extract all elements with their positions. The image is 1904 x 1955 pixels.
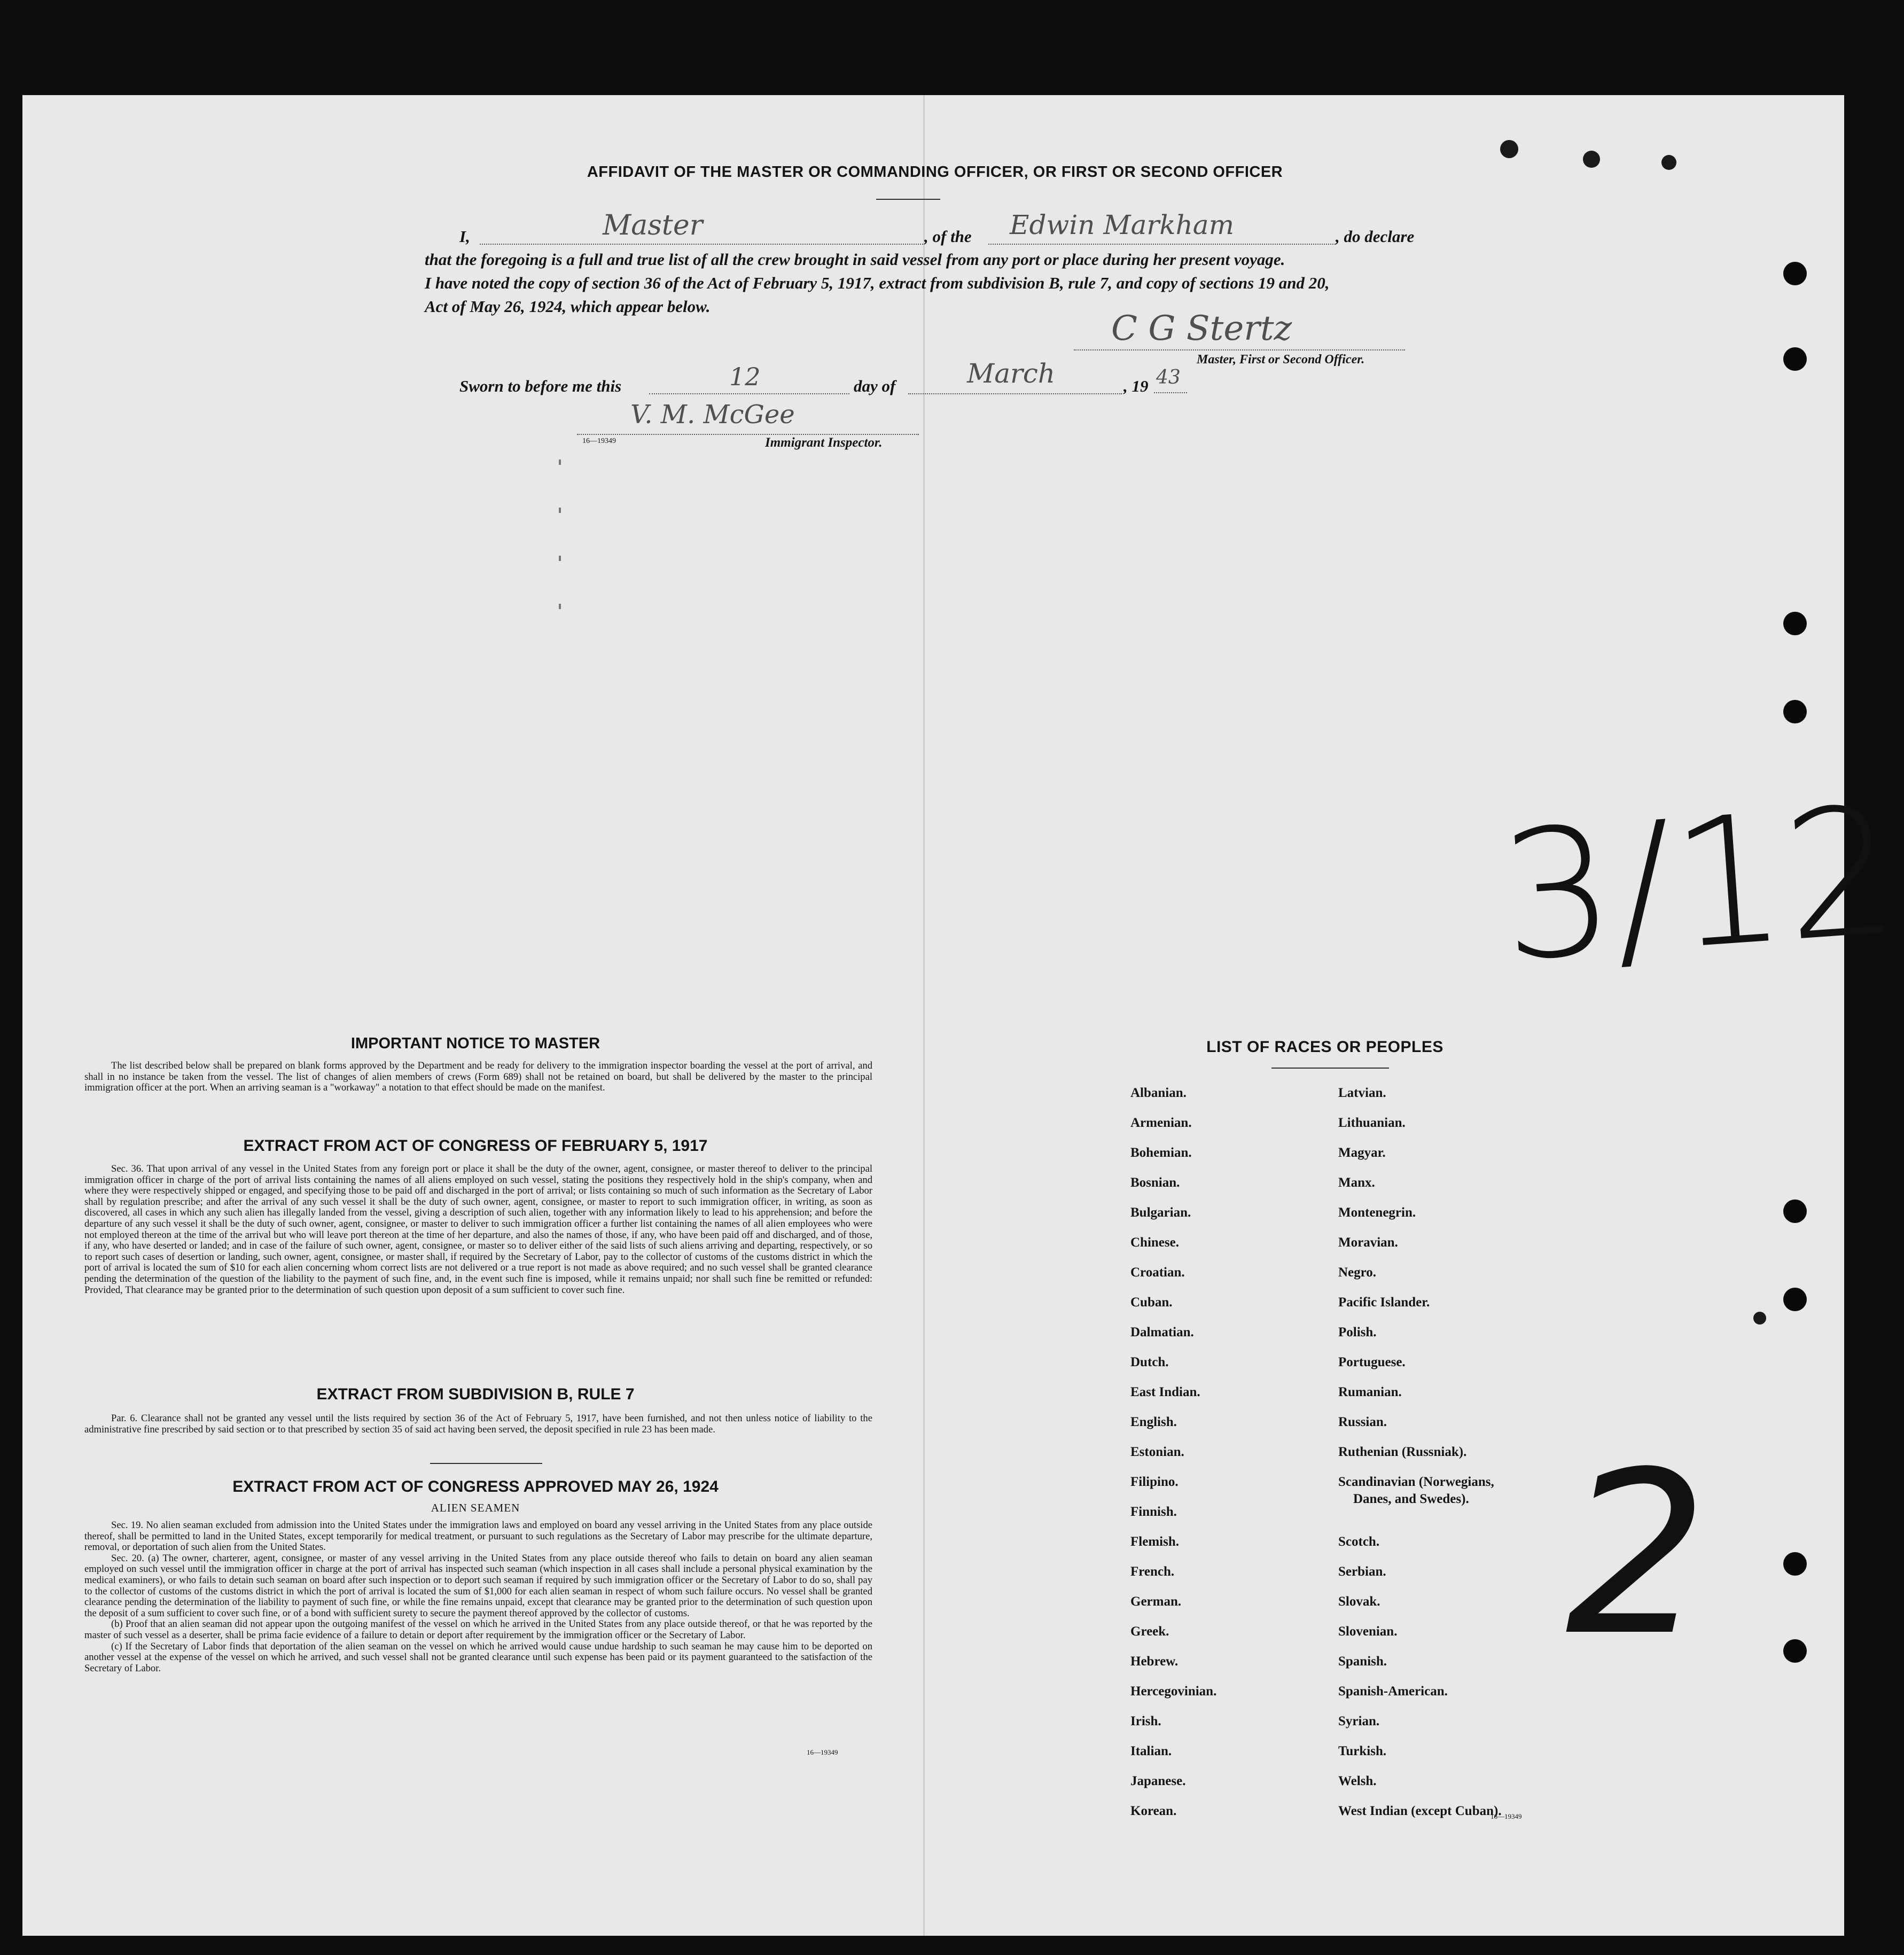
notice-text: The list described below shall be prepared on blank forms approved by the Department and be ready for delivery to the immigration inspector boarding the vessel at the port of arrival, and shall in no instance be taken from the vessel. The list of changes of alien members of crews (Form 689) shall not be retained on board, but shall be delivered by the master to the principal immigration officer at the port. When an arriving seaman is a "workaway" a notation to that effect should be made on the manifest.: [84, 1060, 872, 1094]
punch-hole: [1783, 612, 1807, 635]
race-item: Pacific Islander.: [1338, 1295, 1430, 1310]
punch-hole: [1783, 1200, 1807, 1223]
punch-hole: [1783, 262, 1807, 285]
signature-field: [1074, 311, 1405, 351]
race-item: Bulgarian.: [1130, 1205, 1191, 1220]
affidavit-line3: I have noted the copy of section 36 of the Act of February 5, 1917, extract from subdivision B, rule 7, and copy of sections 19 and 20,: [425, 274, 1330, 292]
sworn-label: Sworn to before me this: [459, 377, 622, 395]
race-item: Japanese.: [1130, 1774, 1186, 1788]
races-rule: [1271, 1068, 1389, 1069]
race-item: Syrian.: [1338, 1714, 1380, 1728]
races-title: LIST OF RACES OR PEOPLES: [1206, 1038, 1443, 1056]
race-item: Hebrew.: [1130, 1654, 1179, 1669]
date-annotation: 3/12: [1494, 768, 1904, 1001]
notice-body: [84, 1061, 872, 1094]
race-item: Croatian.: [1130, 1265, 1185, 1280]
race-item: German.: [1130, 1594, 1182, 1609]
form-number: 16—19349: [807, 1748, 838, 1756]
races-right-column: [1338, 1086, 1502, 1834]
race-item: Scandinavian (Norwegians,: [1338, 1475, 1494, 1489]
ink-speck: [1661, 155, 1676, 170]
sec20c-text: (c) If the Secretary of Labor finds that deportation of the alien seaman on the vessel on which he arrived would cause undue hardship to such seaman he may cause him to be deported on another vessel at the expense of the vessel on which he arrived, and such vessel shall not be granted clearance until such expense has been paid or its payment guaranteed to the satisfaction of the Secretary of Labor.: [84, 1640, 872, 1674]
sec36-text: Sec. 36. That upon arrival of any vessel in the United States from any foreign port or place it shall be the duty of the owner, agent, consignee, or master thereof to deliver to the principal immigration officer in charge of the port of arrival lists containing the names of all aliens employed on such vessel, stating the positions they respectively hold in the ship's company, when and where they were respectively shipped or engaged, and specifying those to be paid off and discharged in the port of arrival; or lists containing so much of such information as the Secretary of Labor shall by regulation prescribe; and after the arrival of any such vessel it shall be the duty of such owner, agent, consignee, or master to report to such immigration officer, in writing, as soon as discovered, all cases in which any such alien has illegally landed from the vessel, giving a description of such alien, together with any information likely to lead to his apprehension; and before the departure of any such vessel it shall be the duty of such owner, agent, consignee, or master to deliver to such immigration officer a further list containing the names of all alien employees who were not employed thereon at the time of the arrival but who will leave port thereon at the time of her departure, and also the names of those, if any, who have been paid off and discharged, and of those, if any, who have deserted or landed; and in case of the failure of such owner, agent, consignee, or master so to deliver either of the said lists of such aliens arriving and departing, respectively, or so to report such cases of desertion or landing, such owner, agent, consignee, or master shall, if required by the Secretary of Labor, pay to the collector of customs of the customs district in which the port of arrival is located the sum of $10 for each alien concerning whom correct lists are not delivered or a true report is not made as above required; and no such vessel shall be granted clearance pending the determination of the question of the liability to the payment of such fine, and, in the event such fine is imposed, while it remains unpaid; nor shall such fine be remitted or refunded: Provided, That clearance may be granted prior to the determination of such question upon deposit of a sum sufficient to cover such fine.: [84, 1163, 872, 1296]
race-item: Finnish.: [1130, 1505, 1177, 1519]
section-rule: [430, 1463, 542, 1464]
alien-seamen-subtitle: ALIEN SEAMEN: [431, 1501, 520, 1514]
punch-hole: [1783, 1639, 1807, 1663]
inspector-signature: V. M. McGee: [630, 400, 795, 430]
race-item: Serbian.: [1338, 1564, 1386, 1579]
day-field: [649, 363, 849, 394]
race-item: Armenian.: [1130, 1116, 1192, 1130]
race-item: Negro.: [1338, 1265, 1377, 1280]
affidavit-line4: Act of May 26, 1924, which appear below.: [425, 297, 711, 316]
year-prefix: , 19: [1123, 377, 1149, 395]
extract-1924-title: EXTRACT FROM ACT OF CONGRESS APPROVED MAY 26, 1924: [232, 1478, 719, 1496]
number-annotation: 2: [1565, 1424, 1708, 1685]
race-item: Spanish-American.: [1338, 1684, 1448, 1699]
notice-title: IMPORTANT NOTICE TO MASTER: [350, 1035, 600, 1052]
i-label: I,: [459, 227, 470, 246]
race-item: Italian.: [1130, 1744, 1172, 1758]
race-item: Dalmatian.: [1130, 1325, 1194, 1339]
rule7-body: [84, 1413, 872, 1435]
race-item: Russian.: [1338, 1415, 1387, 1429]
month-handwriting: March: [967, 358, 1056, 389]
year-handwriting: 43: [1156, 367, 1181, 388]
races-left-column: [1130, 1086, 1216, 1834]
of-the-label: , of the: [924, 227, 972, 246]
race-item: Latvian.: [1338, 1086, 1386, 1100]
master-signature: C G Stertz: [1111, 309, 1292, 348]
year-field: [1154, 367, 1187, 393]
ink-speck: [1583, 151, 1600, 168]
fold-marks: [559, 459, 561, 652]
signature-caption: Master, First or Second Officer.: [1197, 353, 1365, 367]
race-item: Magyar.: [1338, 1146, 1386, 1160]
race-item: Slovak.: [1338, 1594, 1380, 1609]
race-item: Ruthenian (Russniak).: [1338, 1445, 1467, 1459]
race-item: Korean.: [1130, 1804, 1177, 1818]
vessel-field: [988, 209, 1336, 245]
race-item: Flemish.: [1130, 1535, 1179, 1549]
affidavit-line2: that the foregoing is a full and true list of all the crew brought in said vessel from any port or place during her present voyage.: [425, 250, 1285, 269]
rule7-text: Par. 6. Clearance shall not be granted any vessel until the lists required by section 36 of the Act of February 5, 1917, have been furnished, and not then unless notice of liability to the administrative fine prescribed by said section or to that prescribed by section 35 of said act having been served, the deposit specified in rule 23 has been made.: [84, 1413, 872, 1435]
race-item: Portuguese.: [1338, 1355, 1406, 1369]
race-item: French.: [1130, 1564, 1175, 1579]
vessel-handwriting: Edwin Markham: [1010, 209, 1235, 240]
inspector-caption: Immigrant Inspector.: [765, 435, 883, 450]
race-item: Welsh.: [1338, 1774, 1377, 1788]
race-item: Slovenian.: [1338, 1624, 1398, 1639]
race-item: Manx.: [1338, 1175, 1375, 1190]
sec20a-text: Sec. 20. (a) The owner, charterer, agent, consignee, or master of any vessel arriving in the United States from any place outside thereof who fails to detain on board any alien seaman employed on such vessel until the immigration officer in charge at the port of arrival has inspected such seaman (which inspection in all cases shall include a personal physical examination by the medical examiners), or who fails to detain such seaman on board after such inspection or to deport such seaman if required by such immigration officer or the Secretary of Labor to do so, shall pay to the collector of customs of the customs district in which the port of arrival is located the sum of $1,000 for each alien seaman in respect of whom such failure occurs. No vessel shall be granted clearance pending the determination of the liability to payment of such fine, or while the fine remains unpaid, except that clearance may be granted prior to the determination of such question upon the deposit of a sum sufficient to cover such fine, or of a bond with sufficient surety to secure the payment thereof approved by the collector of customs.: [84, 1552, 872, 1619]
master-field: [480, 209, 923, 245]
punch-hole: [1783, 1288, 1807, 1311]
race-item: West Indian (except Cuban).: [1338, 1804, 1502, 1818]
race-item: English.: [1130, 1415, 1177, 1429]
form-number: 16—19349: [582, 437, 616, 445]
race-item: Hercegovinian.: [1130, 1684, 1217, 1699]
extract-1917-body: [84, 1164, 872, 1296]
race-item: Spanish.: [1338, 1654, 1387, 1669]
day-of-label: day of: [854, 377, 896, 395]
race-item: Bohemian.: [1130, 1146, 1192, 1160]
punch-hole: [1783, 1552, 1807, 1576]
race-item: Danes, and Swedes).: [1353, 1492, 1469, 1506]
rule7-title: EXTRACT FROM SUBDIVISION B, RULE 7: [316, 1385, 635, 1403]
extract-1917-title: EXTRACT FROM ACT OF CONGRESS OF FEBRUARY 5, 1917: [243, 1137, 708, 1155]
sec20b-text: (b) Proof that an alien seaman did not appear upon the outgoing manifest of the vessel on which he arrived in the United States from any place outside thereof, or that he was reported by the master of such vessel as a deserter, shall be prima facie evidence of a failure to detain or deport after requirement by the immigration officer or the Secretary of Labor.: [84, 1618, 872, 1641]
race-item: Cuban.: [1130, 1295, 1173, 1310]
race-item: Turkish.: [1338, 1744, 1387, 1758]
race-item: Rumanian.: [1338, 1385, 1402, 1399]
race-item: Irish.: [1130, 1714, 1161, 1728]
inspector-field: [577, 402, 919, 435]
master-handwriting: Master: [603, 209, 703, 242]
race-item: Albanian.: [1130, 1086, 1187, 1100]
race-item: Dutch.: [1130, 1355, 1169, 1369]
title-rule: [876, 199, 940, 200]
ink-speck: [1500, 140, 1518, 158]
race-item: East Indian.: [1130, 1385, 1200, 1399]
form-number: 16—19349: [1491, 1812, 1522, 1820]
day-handwriting: 12: [729, 362, 761, 391]
race-item: Lithuanian.: [1338, 1116, 1406, 1130]
race-item: Moravian.: [1338, 1235, 1398, 1250]
race-item: Chinese.: [1130, 1235, 1179, 1250]
extract-1924-body: [84, 1520, 872, 1674]
do-declare-label: , do declare: [1336, 227, 1415, 246]
race-item: Polish.: [1338, 1325, 1377, 1339]
punch-hole: [1783, 347, 1807, 371]
race-item: Bosnian.: [1130, 1175, 1180, 1190]
race-item: Scotch.: [1338, 1535, 1380, 1549]
sec19-text: Sec. 19. No alien seaman excluded from admission into the United States under the immigration laws and employed on board any vessel arriving in the United States from any place outside thereof, shall be permitted to land in the United States, except temporarily for medical treatment, or pursuant to such regulations as the Secretary of Labor may prescribe for the ultimate departure, removal, or deportation of such alien from the United States.: [84, 1520, 872, 1553]
month-field: [908, 359, 1122, 394]
race-item: Montenegrin.: [1338, 1205, 1416, 1220]
ink-speck: [1753, 1312, 1766, 1325]
race-item: Greek.: [1130, 1624, 1169, 1639]
affidavit-title: AFFIDAVIT OF THE MASTER OR COMMANDING OFFICER, OR FIRST OR SECOND OFFICER: [587, 163, 1283, 181]
punch-hole: [1783, 700, 1807, 723]
race-item: Filipino.: [1130, 1475, 1179, 1489]
race-item: Estonian.: [1130, 1445, 1184, 1459]
